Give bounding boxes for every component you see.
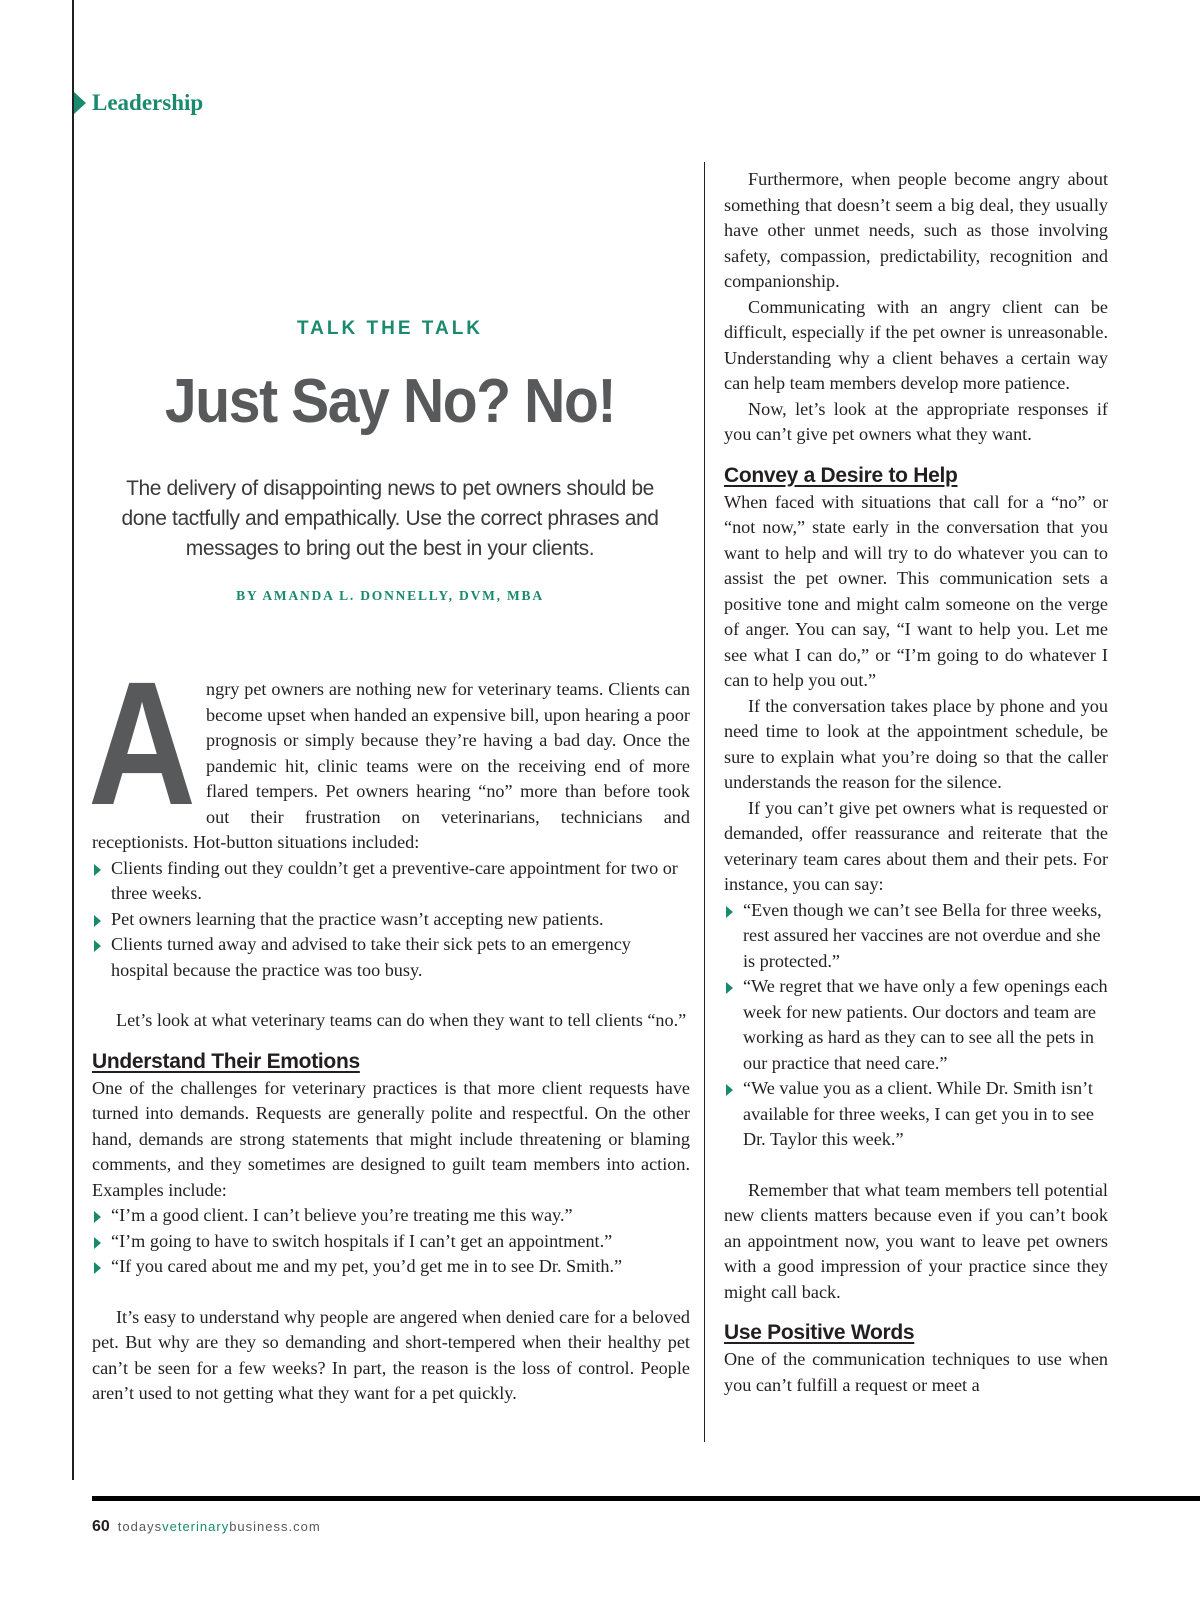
list-item: “We value you as a client. While Dr. Smith isn’t available for three weeks, I can get you in to see Dr. Taylor this week.” [724,1076,1108,1153]
kicker: TALK THE TALK [296,318,484,339]
byline: BY AMANDA L. DONNELLY, DVM, MBA [236,588,544,603]
right-paragraph-3: Now, let’s look at the appropriate responses if you can’t give pet owners what they want. [724,398,1108,444]
list-item: “Even though we can’t see Bella for three weeks, rest assured her vaccines are not overdue and she is protected.” [724,898,1108,975]
drop-cap: A [88,646,197,842]
left-column [88,646,690,1407]
right-paragraph-1: Furthermore, when people become angry about something that doesn’t seem a big deal, they usually have other unmet needs, such as those involving safety, compassion, predictability, recognition and companionship. [724,169,1108,291]
section-tag [74,88,203,118]
list-item: “If you cared about me and my pet, you’d get me in to see Dr. Smith.” [92,1254,690,1280]
section1-paragraph-2: It’s easy to understand why people are angered when denied care for a beloved pet. But why are they so demanding and short-tempered when their healthy pet can’t be seen for a few weeks? In part, the reason is the loss of control. People aren’t used to not getting what they want for a pet quickly. [92,1306,690,1403]
list-item: Clients finding out they couldn’t get a preventive-care appointment for two or three weeks. [92,856,690,907]
section2-paragraph-1: When faced with situations that call for a “no” or “not now,” state early in the conversation that you want to help and will try to do whatever you can to assist the pet owner. This communication sets a positive tone and might calm someone on the verge of anger. You can say, “I want to help you. Let me see what I can do,” or “I’m going to do whatever I can to help you out.” [724,491,1108,690]
footer-rule [92,1496,1200,1501]
list-item: Clients turned away and advised to take their sick pets to an emergency hospital because the practice was too busy. [92,932,690,983]
folio [92,1518,321,1536]
dek: The delivery of disappointing news to pet owners should be done tactfully and empathically. Use the correct phrases and messages to bring out the best in your clients. [121,477,659,560]
section2-paragraph-4: Remember that what team members tell potential new clients matters because even if you can’t book an appointment now, you want to leave pet owners with a good impression of your practice since they might call back. [724,1179,1108,1302]
section3-paragraph-1: One of the communication techniques to use when you can’t fulfill a request or meet a [724,1349,1108,1395]
intro-bullet-list [92,856,690,984]
headline: Just Say No? No! [164,367,616,436]
right-paragraph-2: Communicating with an angry client can be difficult, especially if the pet owner is unreasonable. Understanding why a client behaves a certain way can help team members develop more patience. [724,296,1108,393]
right-column [724,167,1108,1398]
list-item: “I’m a good client. I can’t believe you’re treating me this way.” [92,1203,690,1229]
list-item: Pet owners learning that the practice wasn’t accepting new patients. [92,907,690,933]
section2-paragraph-2: If the conversation takes place by phone and you need time to look at the appointment schedule, be sure to explain what you’re doing so that the caller understands the reason for the silence. [724,695,1108,792]
section-heading-understand: Understand Their Emotions [92,1049,360,1073]
site-prefix: todays [117,1519,163,1534]
section-arrow-icon [74,92,86,114]
column-divider [704,162,705,1442]
list-item: “I’m going to have to switch hospitals if I can’t get an appointment.” [92,1229,690,1255]
section1-bullet-list [92,1203,690,1280]
section2-bullet-list [724,898,1108,1153]
page-number: 60 [92,1518,110,1535]
section-heading-positive: Use Positive Words [724,1321,915,1344]
intro-close: Let’s look at what veterinary teams can do when they want to tell clients “no.” [116,1010,687,1030]
site-suffix: business.com [229,1519,321,1534]
section-heading-convey: Convey a Desire to Help [724,463,958,487]
section1-paragraph-1: One of the challenges for veterinary practices is that more client requests have turned into demands. Requests are generally polite and respectful. On the other hand, demands are strong statements that might include threatening or blaming comments, and they sometimes are designed to guilt team members into action. Examples include: [92,1077,690,1200]
intro-text: ngry pet owners are nothing new for veterinary teams. Clients can become upset when handed an expensive bill, upon hearing a poor prognosis or simply because they’re having a bad day. Once the pandemic hit, clinic teams were on the receiving end of more flared tempers. Pet owners hearing “no” more than before took out their frustration on veterinarians, technicians and receptionists. Hot-button situations included: [92,679,690,852]
list-item: “We regret that we have only a few openings each week for new patients. Our doctors and team are working as hard as they can to see all the pets in our practice that need care.” [724,974,1108,1076]
section2-paragraph-3: If you can’t give pet owners what is requested or demanded, offer reassurance and reiterate that the veterinary team cares about them and their pets. For instance, you can say: [724,797,1108,894]
intro-paragraph [88,646,690,856]
margin-rule [72,0,74,1480]
section-label: Leadership [92,90,204,115]
site-mid: veterinary [162,1519,230,1534]
